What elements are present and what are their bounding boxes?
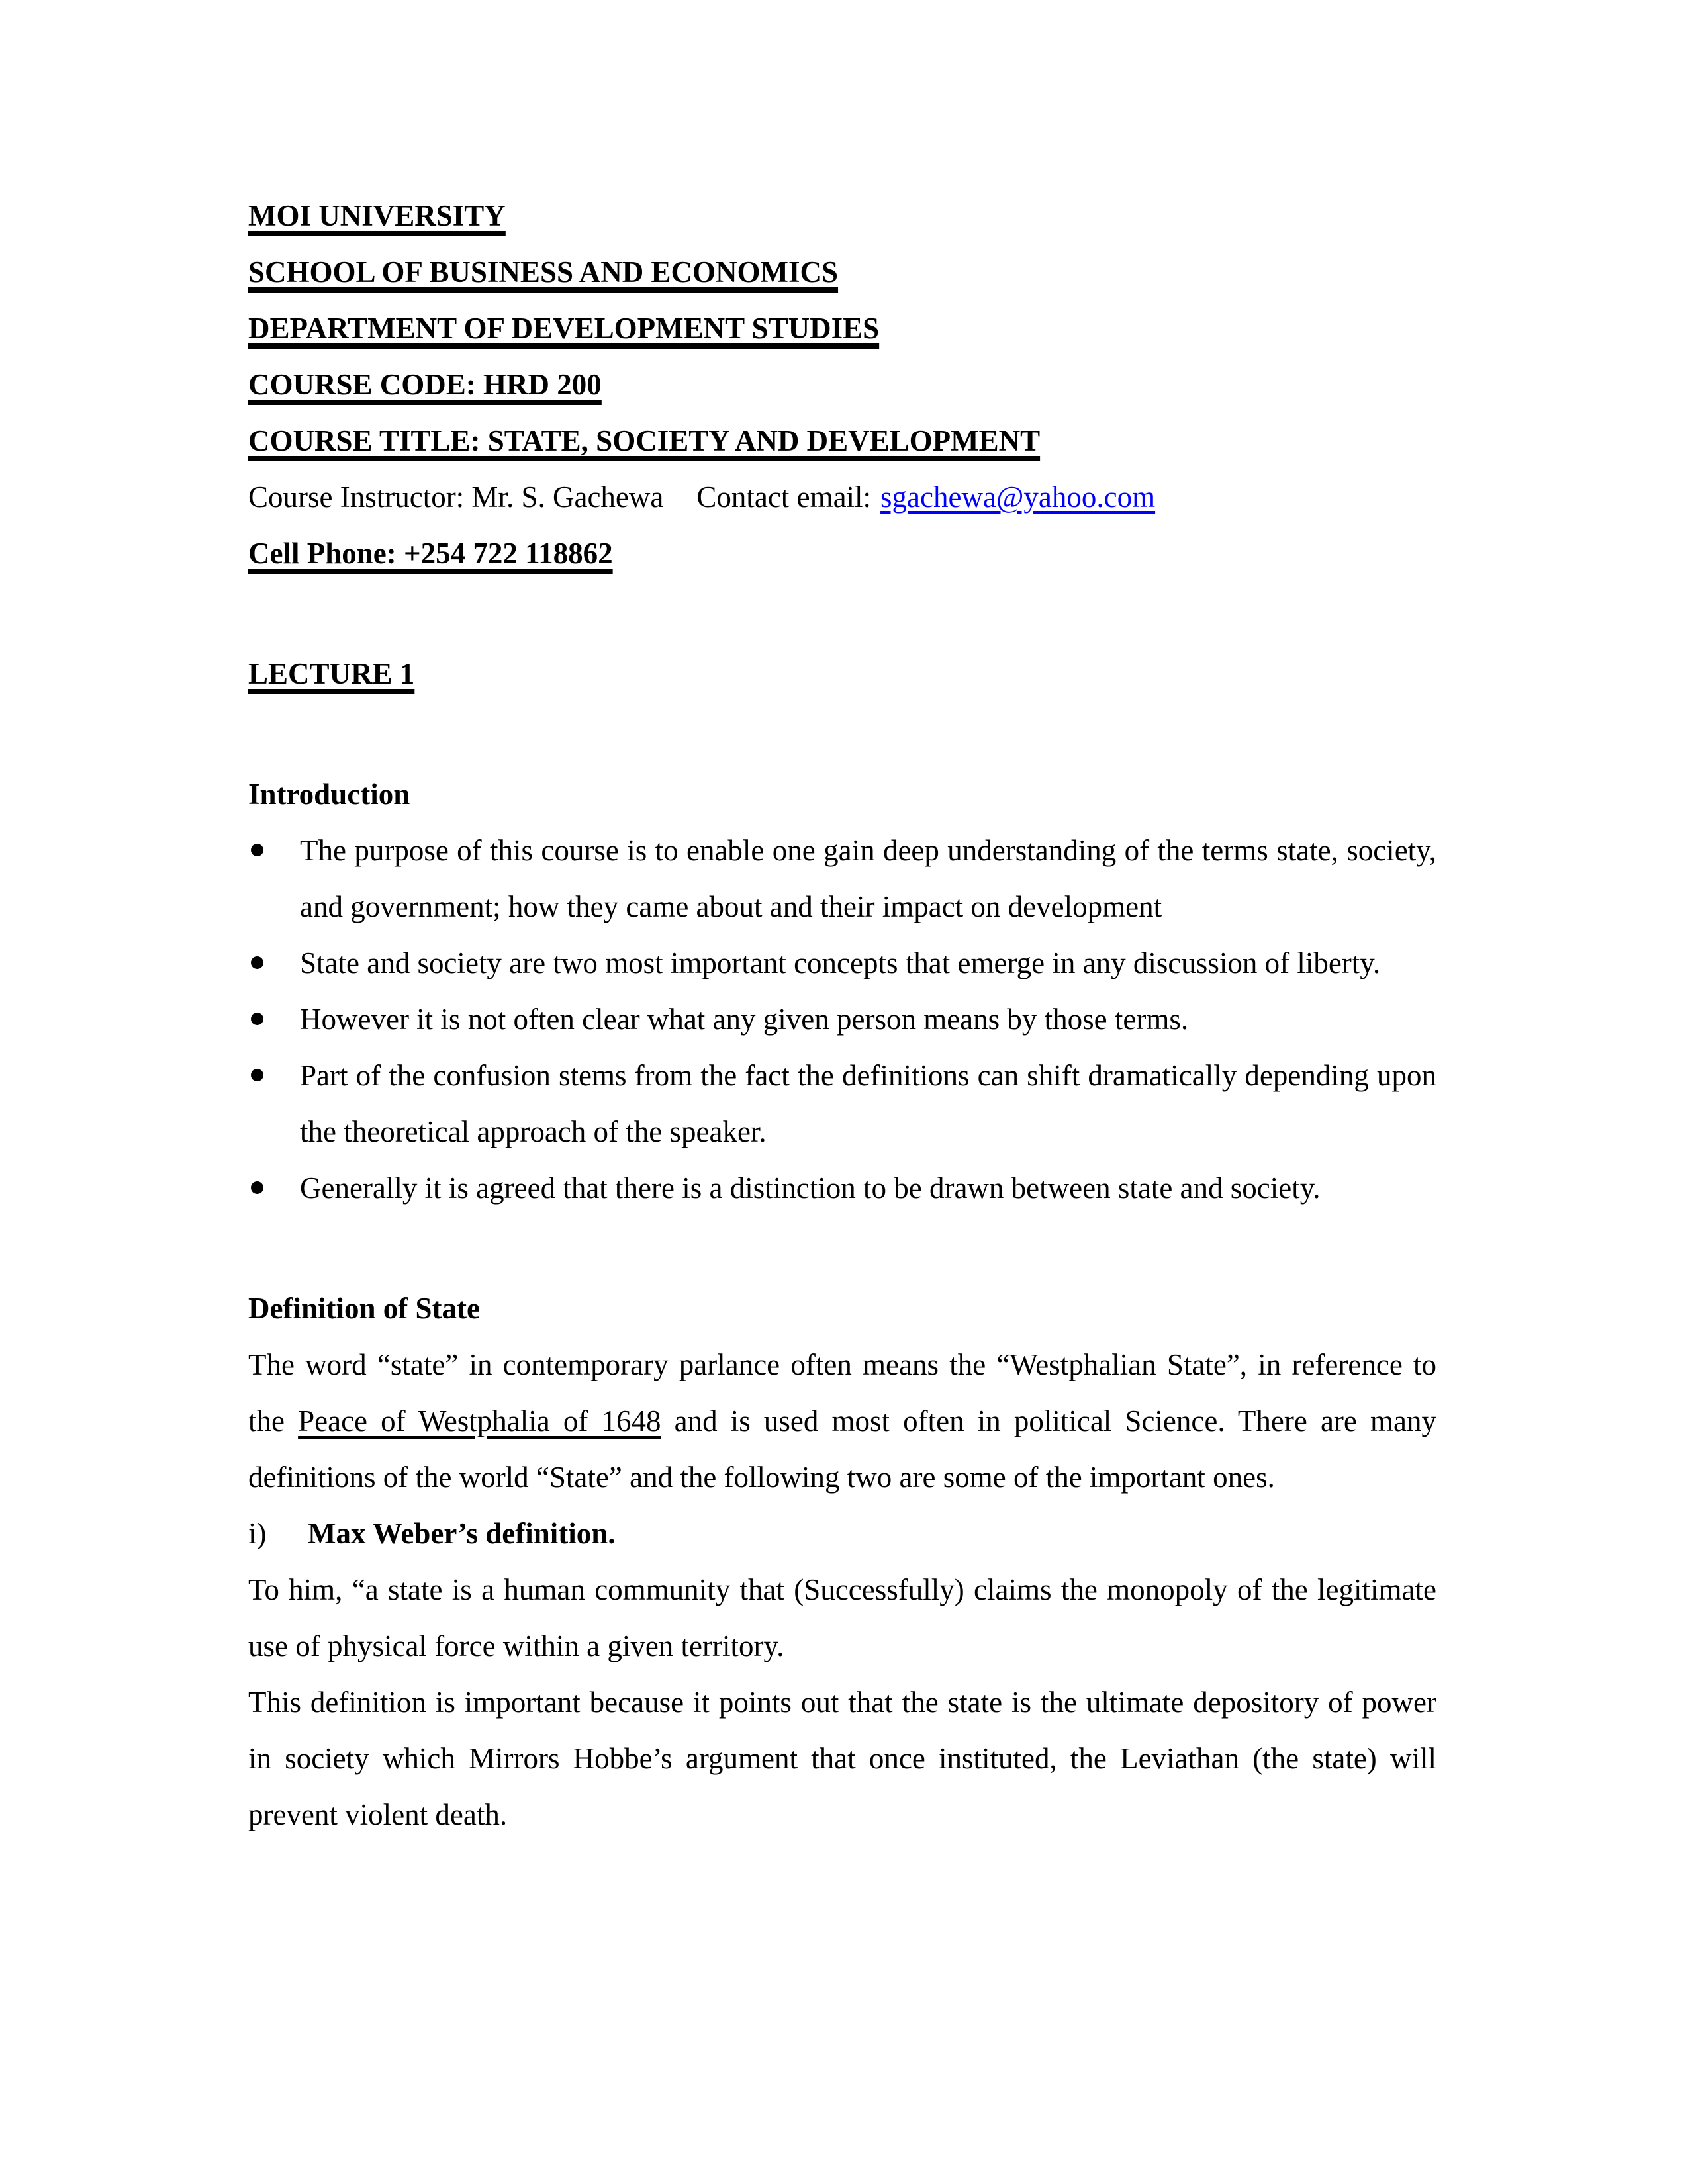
definition-paragraph (248, 1337, 1436, 1506)
contact-email-link[interactable]: sgachewa@yahoo.com (880, 480, 1156, 514)
bullet-text: Generally it is agreed that there is a distinction to be drawn between state and society. (300, 1171, 1321, 1205)
bullet-text: State and society are two most important concepts that emerge in any discussion of liberty. (300, 946, 1381, 979)
weber-heading-line (248, 1506, 1436, 1562)
cell-phone: Cell Phone: +254 722 118862 (248, 537, 613, 570)
section-spacer (248, 582, 1436, 646)
intro-bullet-list (248, 823, 1436, 1216)
bullet-item (248, 935, 1436, 991)
definition-text-pre: The word “state” in contemporary parlance often means the “Westphalian State”, in reference to the (248, 1348, 1436, 1437)
course-title: COURSE TITLE: STATE, SOCIETY AND DEVELOPMENT (248, 424, 1041, 457)
weber-importance-paragraph: This definition is important because it points out that the state is the ultimate depository of power in society which Mirrors Hobbe’s argument that once instituted, the Leviathan (the state) will prevent violent death. (248, 1686, 1436, 1831)
list-marker-i: i) (248, 1517, 267, 1550)
section-spacer (248, 702, 1436, 766)
definition-text-post: and is used most often in political Science. There are many definitions of the world “State” and the following two are some of the important ones. (248, 1404, 1436, 1494)
bullet-text: The purpose of this course is to enable one gain deep understanding of the terms state, society, and government; how they came about and their impact on development (300, 834, 1436, 923)
school-name: SCHOOL OF BUSINESS AND ECONOMICS (248, 255, 839, 289)
course-code: COURSE CODE: HRD 200 (248, 368, 602, 401)
contact-email-label: Contact email: (696, 480, 872, 514)
bullet-item (248, 1160, 1436, 1216)
definition-heading: Definition of State (248, 1292, 480, 1325)
weber-heading: Max Weber’s definition. (308, 1517, 616, 1550)
instructor-line (248, 469, 1436, 525)
instructor-label: Course Instructor: Mr. S. Gachewa (248, 480, 664, 514)
lecture-title: LECTURE 1 (248, 657, 415, 690)
bullet-item (248, 823, 1436, 935)
bullet-item (248, 1048, 1436, 1160)
bullet-text: However it is not often clear what any given person means by those terms. (300, 1003, 1189, 1036)
bullet-item (248, 991, 1436, 1048)
intro-heading: Introduction (248, 778, 410, 811)
bullet-text: Part of the confusion stems from the fact the definitions can shift dramatically depending upon the theoretical approach of the speaker. (300, 1059, 1436, 1148)
university-name: MOI UNIVERSITY (248, 199, 506, 232)
section-spacer (248, 1216, 1436, 1281)
weber-definition-paragraph: To him, “a state is a human community that (Successfully) claims the monopoly of the legitimate use of physical force within a given territory. (248, 1573, 1436, 1662)
department-name: DEPARTMENT OF DEVELOPMENT STUDIES (248, 312, 880, 345)
westphalia-underlined-text: Peace of Westphalia of 1648 (298, 1404, 661, 1437)
